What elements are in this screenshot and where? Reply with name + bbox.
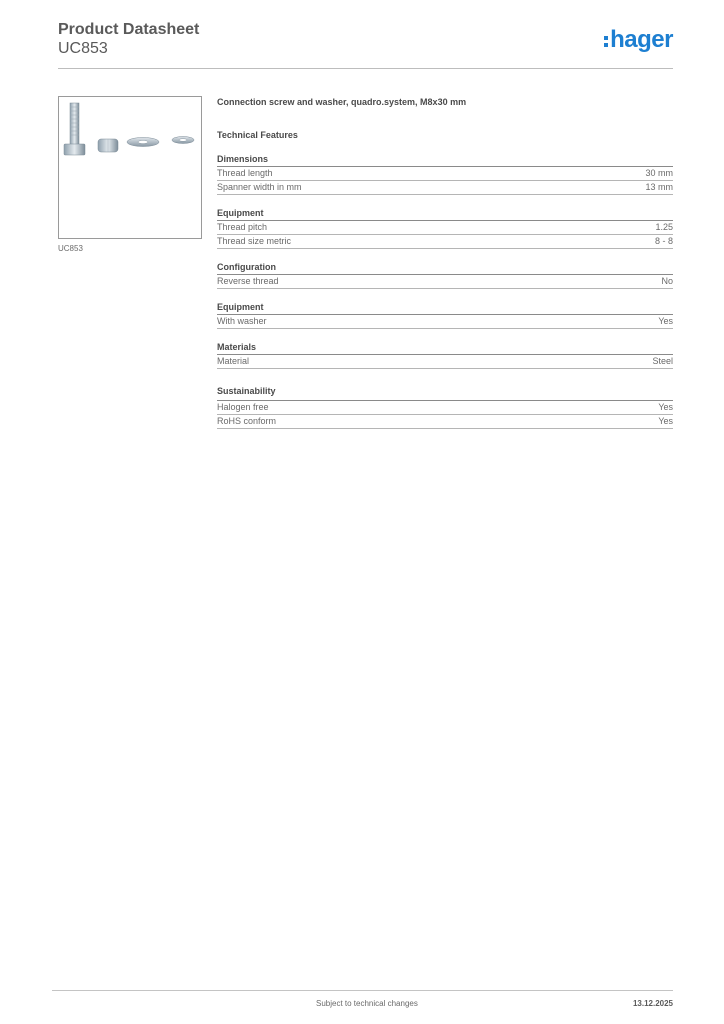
spec-label: Halogen free: [217, 402, 269, 412]
section-title: Materials: [217, 342, 673, 355]
spec-value: Yes: [658, 402, 673, 412]
page-header: [58, 20, 673, 70]
spec-row: [217, 355, 673, 369]
spec-value: 1.25: [655, 222, 673, 232]
product-image: [58, 96, 202, 239]
section-title: Equipment: [217, 208, 673, 221]
spec-label: Spanner width in mm: [217, 182, 302, 192]
spec-row: [217, 235, 673, 249]
spec-row: [217, 181, 673, 195]
spec-label: Reverse thread: [217, 276, 279, 286]
spec-row: [217, 401, 673, 415]
section-title: Configuration: [217, 262, 673, 275]
spec-row: [217, 221, 673, 235]
footer-divider: [52, 990, 673, 991]
section-title: Equipment: [217, 302, 673, 315]
spec-row: [217, 315, 673, 329]
section-materials: [217, 342, 673, 369]
section-sustainability: [217, 386, 673, 429]
screw-nut-washers-image: [59, 97, 201, 238]
spec-value: Yes: [658, 416, 673, 426]
footer-note: Subject to technical changes: [316, 999, 418, 1008]
spec-label: Material: [217, 356, 250, 366]
spec-value: Yes: [658, 316, 673, 326]
section-dimensions: [217, 154, 673, 195]
document-title: Product Datasheet: [58, 21, 200, 38]
spec-value: Steel: [652, 356, 673, 366]
technical-content: [217, 96, 673, 429]
spec-label: RoHS conform: [217, 416, 277, 426]
spec-label: Thread pitch: [217, 222, 268, 232]
spec-row: [217, 167, 673, 181]
footer-date: 13.12.2025: [632, 999, 673, 1008]
product-description: Connection screw and washer, quadro.system, M8x30 mm: [217, 97, 467, 107]
technical-features-heading: Technical Features: [217, 130, 298, 140]
section-title: Sustainability: [217, 386, 673, 401]
section-configuration: [217, 262, 673, 289]
spec-value: No: [661, 276, 673, 286]
spec-value: 8 - 8: [654, 236, 673, 246]
spec-value: 13 mm: [645, 182, 673, 192]
header-divider: [58, 68, 673, 69]
hager-logo: [604, 28, 673, 52]
spec-value: 30 mm: [645, 168, 673, 178]
spec-label: Thread length: [217, 168, 273, 178]
product-code: UC853: [58, 40, 108, 57]
spec-row: [217, 415, 673, 429]
spec-row: [217, 275, 673, 289]
section-title: Dimensions: [217, 154, 673, 167]
section-equipment-washer: [217, 302, 673, 329]
spec-label: Thread size metric: [217, 236, 292, 246]
spec-label: With washer: [217, 316, 267, 326]
logo-text: hager: [610, 26, 673, 53]
logo-dots-icon: [604, 36, 608, 47]
section-equipment: [217, 208, 673, 249]
image-caption: UC853: [58, 244, 83, 253]
